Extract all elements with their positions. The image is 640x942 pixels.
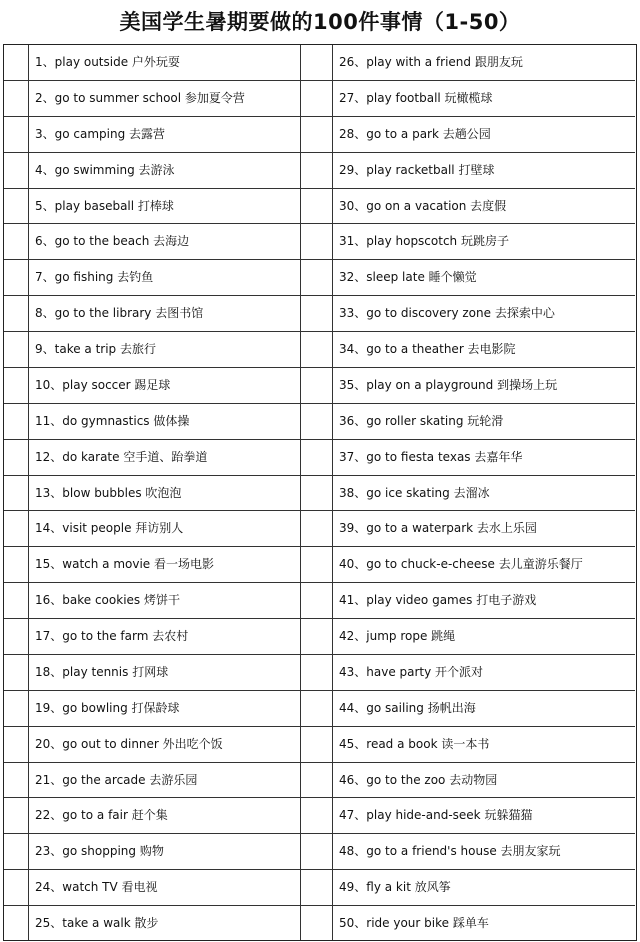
table-row-right: 31、play hopscotch 玩跳房子 — [333, 224, 635, 260]
row-divider — [4, 331, 29, 332]
row-divider — [4, 762, 29, 763]
table-row-left: 1、play outside 户外玩耍 — [29, 45, 300, 81]
table-row-right: 36、go roller skating 玩轮滑 — [333, 404, 635, 440]
table-row-right: 27、play football 玩橄榄球 — [333, 81, 635, 117]
row-divider — [4, 869, 29, 870]
table-row-right: 44、go sailing 扬帆出海 — [333, 691, 635, 727]
table-row-right: 35、play on a playground 到操场上玩 — [333, 368, 635, 404]
table-row-left: 13、blow bubbles 吹泡泡 — [29, 476, 300, 512]
table-row-right: 39、go to a waterpark 去水上乐园 — [333, 511, 635, 547]
table-row-right: 26、play with a friend 跟朋友玩 — [333, 45, 635, 81]
table-row-right: 32、sleep late 睡个懒觉 — [333, 260, 635, 296]
table-row-left: 18、play tennis 打网球 — [29, 655, 300, 691]
row-divider — [4, 295, 29, 296]
table-row-right: 28、go to a park 去趟公园 — [333, 117, 635, 153]
table-row-left: 25、take a walk 散步 — [35, 916, 159, 931]
table-row-left: 19、go bowling 打保龄球 — [29, 691, 300, 727]
row-divider — [300, 762, 333, 763]
table-row-left: 2、go to summer school 参加夏令营 — [29, 81, 300, 117]
row-divider — [300, 654, 333, 655]
table-row-left: 12、do karate 空手道、跆拳道 — [29, 440, 300, 476]
row-divider — [300, 295, 333, 296]
row-divider — [4, 475, 29, 476]
row-divider — [300, 403, 333, 404]
row-divider — [4, 510, 29, 511]
row-divider — [4, 582, 29, 583]
table-row-left: 10、play soccer 踢足球 — [29, 368, 300, 404]
table-row-right: 50、ride your bike 踩单车 — [339, 916, 489, 931]
table-row-left: 22、go to a fair 赶个集 — [29, 798, 300, 834]
row-divider — [4, 259, 29, 260]
row-divider — [300, 152, 333, 153]
table-row-left: 20、go out to dinner 外出吃个饭 — [29, 727, 300, 763]
row-divider — [4, 188, 29, 189]
row-divider — [300, 475, 333, 476]
table-row-right: 41、play video games 打电子游戏 — [333, 583, 635, 619]
table-row-right: 48、go to a friend's house 去朋友家玩 — [333, 834, 635, 870]
activity-table — [3, 44, 637, 941]
row-divider — [300, 690, 333, 691]
row-divider — [4, 403, 29, 404]
table-row-right: 40、go to chuck-e-cheese 去儿童游乐餐厅 — [333, 547, 635, 583]
table-row-left: 6、go to the beach 去海边 — [29, 224, 300, 260]
row-divider — [300, 223, 333, 224]
table-row-right: 47、play hide-and-seek 玩躲猫猫 — [333, 798, 635, 834]
table-row-right: 33、go to discovery zone 去探索中心 — [333, 296, 635, 332]
row-divider — [4, 905, 29, 906]
table-row-right: 38、go ice skating 去溜冰 — [333, 476, 635, 512]
row-divider — [300, 869, 333, 870]
table-row-right: 42、jump rope 跳绳 — [333, 619, 635, 655]
table-row-left: 9、take a trip 去旅行 — [29, 332, 300, 368]
table-row-right: 46、go to the zoo 去动物园 — [333, 763, 635, 799]
row-divider — [300, 905, 333, 906]
table-row-right: 43、have party 开个派对 — [333, 655, 635, 691]
table-row-right: 30、go on a vacation 去度假 — [333, 189, 635, 225]
row-divider — [300, 726, 333, 727]
row-divider — [300, 116, 333, 117]
table-row-right: 45、read a book 读一本书 — [333, 727, 635, 763]
column-divider — [300, 45, 301, 940]
table-row-left: 21、go the arcade 去游乐园 — [29, 763, 300, 799]
table-row-left: 5、play baseball 打棒球 — [29, 189, 300, 225]
row-divider — [4, 690, 29, 691]
row-divider — [4, 797, 29, 798]
table-row-right: 37、go to fiesta texas 去嘉年华 — [333, 440, 635, 476]
row-divider — [300, 833, 333, 834]
table-row-left: 8、go to the library 去图书馆 — [29, 296, 300, 332]
table-row-left: 14、visit people 拜访别人 — [29, 511, 300, 547]
row-divider — [300, 188, 333, 189]
table-row-left: 17、go to the farm 去农村 — [29, 619, 300, 655]
row-divider — [300, 439, 333, 440]
row-divider — [300, 510, 333, 511]
row-divider — [4, 439, 29, 440]
row-divider — [4, 152, 29, 153]
row-divider — [4, 654, 29, 655]
row-divider — [4, 367, 29, 368]
table-row-right: 34、go to a theather 去电影院 — [333, 332, 635, 368]
row-divider — [4, 726, 29, 727]
page-title: 美国学生暑期要做的100件事情（1-50） — [119, 10, 521, 34]
row-divider — [300, 331, 333, 332]
table-row-right: 49、fly a kit 放风筝 — [333, 870, 635, 906]
table-row-left: 15、watch a movie 看一场电影 — [29, 547, 300, 583]
table-row-right: 29、play racketball 打壁球 — [333, 153, 635, 189]
row-divider — [4, 833, 29, 834]
table-row-left: 4、go swimming 去游泳 — [29, 153, 300, 189]
table-row-left: 11、do gymnastics 做体操 — [29, 404, 300, 440]
row-divider — [4, 546, 29, 547]
table-row-left: 7、go fishing 去钓鱼 — [29, 260, 300, 296]
table-row-left: 23、go shopping 购物 — [29, 834, 300, 870]
row-divider — [300, 618, 333, 619]
row-divider — [300, 80, 333, 81]
row-divider — [4, 223, 29, 224]
table-row-left: 3、go camping 去露营 — [29, 117, 300, 153]
margin-column — [4, 45, 29, 940]
row-divider — [4, 618, 29, 619]
row-divider — [300, 546, 333, 547]
table-row-left: 24、watch TV 看电视 — [29, 870, 300, 906]
row-divider — [300, 582, 333, 583]
row-divider — [300, 367, 333, 368]
table-row-left: 16、bake cookies 烤饼干 — [29, 583, 300, 619]
row-divider — [300, 797, 333, 798]
row-divider — [4, 80, 29, 81]
row-divider — [300, 259, 333, 260]
row-divider — [4, 116, 29, 117]
